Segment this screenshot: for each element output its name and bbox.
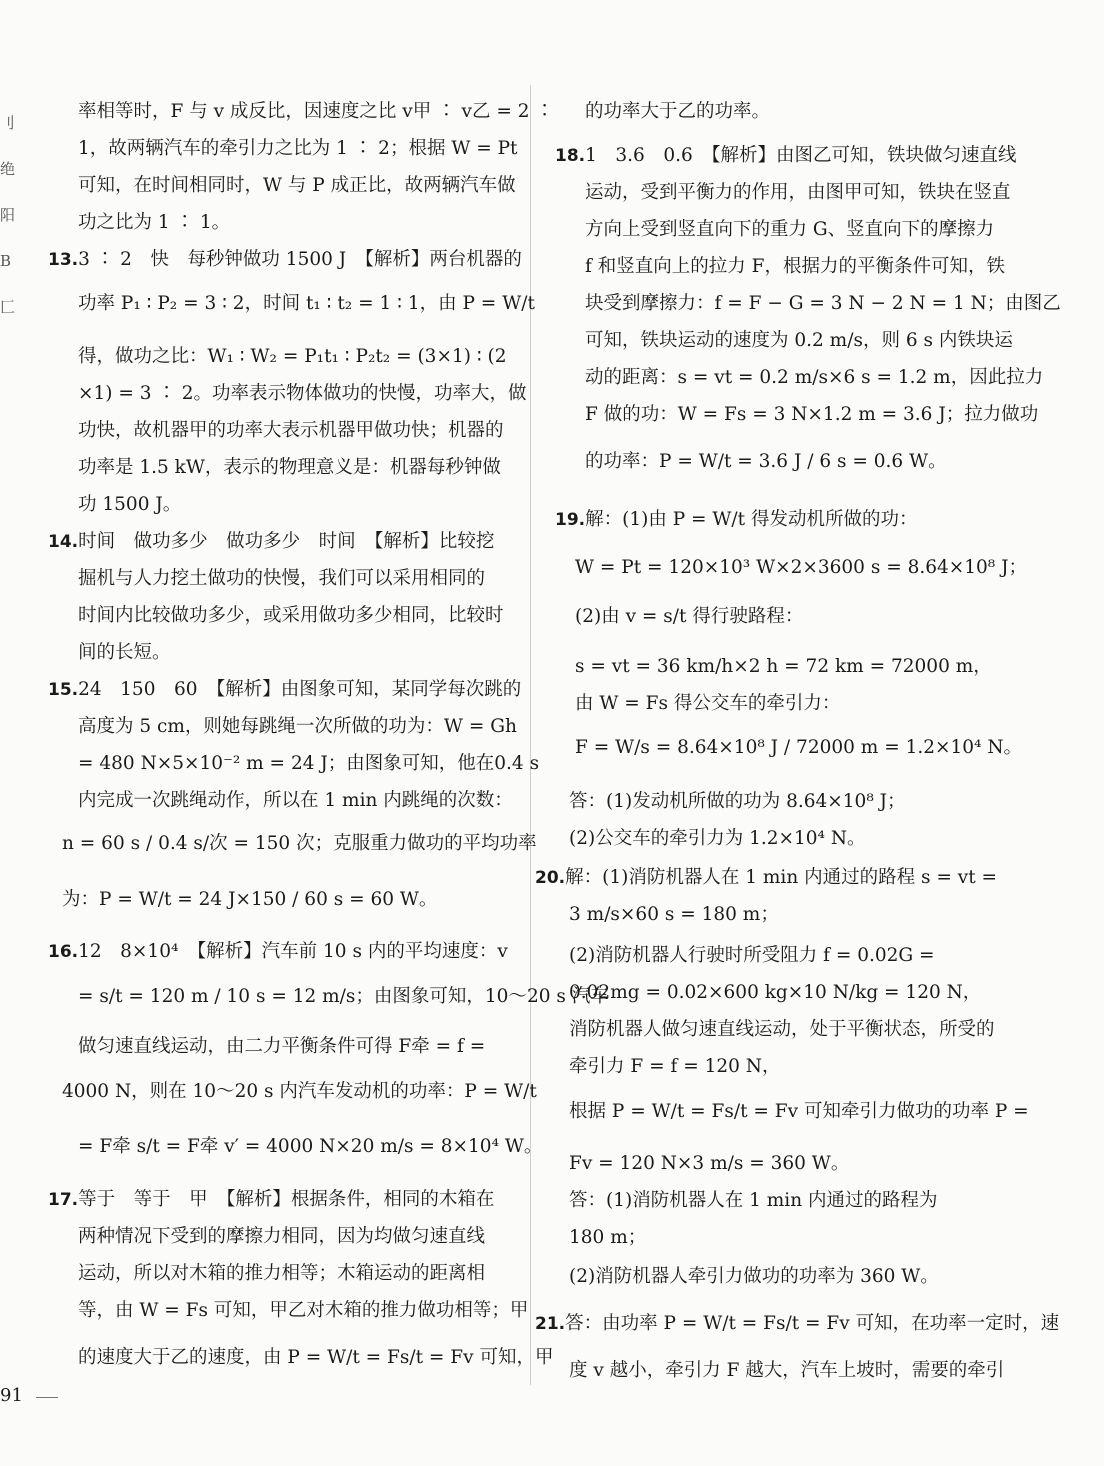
line-text: 内完成一次跳绳动作，所以在 1 min 内跳绳的次数： xyxy=(78,790,513,811)
line-text: = F牵 s/t = F牵 v′ = 4000 N×20 m/s = 8×10⁴ W。 xyxy=(78,1136,543,1157)
line-text: 3 m/s×60 s = 180 m； xyxy=(569,904,779,925)
text-line xyxy=(569,1265,939,1289)
text-line xyxy=(78,715,517,739)
text-line xyxy=(569,1189,938,1213)
text-line xyxy=(569,944,935,968)
line-text: 率相等时，F 与 v 成反比，因速度之比 v甲 ∶ v乙 = 2 ∶ xyxy=(78,101,554,122)
text-line xyxy=(569,1152,849,1176)
text-line xyxy=(78,493,181,517)
text-line xyxy=(555,144,1017,168)
line-text: 掘机与人力挖土做功的快慢，我们可以采用相同的 xyxy=(78,568,486,589)
text-line xyxy=(585,329,1013,353)
line-text: 度 v 越小，牵引力 F 越大，汽车上坡时，需要的牵引 xyxy=(569,1360,1005,1381)
text-line xyxy=(535,866,997,890)
text-line xyxy=(78,456,501,480)
question-number: 21. xyxy=(535,1314,566,1334)
line-text: ×1) = 3 ∶ 2。功率表示物体做功的快慢，功率大，做 xyxy=(78,383,527,404)
text-line xyxy=(575,692,840,716)
text-line xyxy=(48,678,521,702)
text-line xyxy=(78,604,504,628)
text-line xyxy=(569,1018,995,1042)
question-number: 16. xyxy=(48,942,79,962)
text-line xyxy=(575,605,803,629)
text-line xyxy=(575,556,1027,580)
line-text: F 做的功：W = Fs = 3 N×1.2 m = 3.6 J；拉力做功 xyxy=(585,404,1039,425)
text-line xyxy=(78,382,527,406)
line-text: = s/t = 120 m / 10 s = 12 m/s；由图象可知，10～20 s 汽车 xyxy=(78,986,609,1007)
line-text: 得，做功之比：W₁ ∶ W₂ = P₁t₁ ∶ P₂t₂ = (3×1) ∶ (2 xyxy=(78,346,507,367)
line-text: (2)由 v = s/t 得行驶路程： xyxy=(575,606,804,627)
text-line xyxy=(585,100,770,124)
text-line xyxy=(62,888,437,912)
question-number: 15. xyxy=(48,680,79,700)
line-text: 的功率：P = W/t = 3.6 J / 6 s = 0.6 W。 xyxy=(585,451,947,472)
line-text: s = vt = 36 km/h×2 h = 72 km = 72000 m， xyxy=(575,656,992,677)
text-line xyxy=(569,1359,1004,1383)
text-line xyxy=(78,1135,542,1159)
text-line xyxy=(78,174,516,198)
line-text: 的速度大于乙的速度，由 P = W/t = Fs/t = Fv 可知，甲 xyxy=(78,1347,554,1368)
line-text: 4000 N，则在 10～20 s 内汽车发动机的功率：P = W/t xyxy=(62,1081,537,1102)
margin-char: 匚 xyxy=(0,298,16,316)
line-text: 功率是 1.5 kW，表示的物理意义是：机器每秒钟做 xyxy=(78,457,501,478)
line-text: 可知，铁块运动的速度为 0.2 m/s，则 6 s 内铁块运 xyxy=(585,330,1013,351)
text-line xyxy=(78,1299,528,1323)
margin-char: B xyxy=(0,252,12,270)
line-text: 等，由 W = Fs 可知，甲乙对木箱的推力做功相等；甲 xyxy=(78,1300,529,1321)
text-line xyxy=(585,366,1043,390)
line-text: 功快，故机器甲的功率大表示机器甲做功快；机器的 xyxy=(78,420,504,441)
margin-char: 绝 xyxy=(0,160,16,178)
text-line xyxy=(78,292,535,316)
text-line xyxy=(585,181,1011,205)
line-text: 时间 做功多少 做功多少 时间 【解析】比较挖 xyxy=(78,531,495,552)
line-text: F = W/s = 8.64×10⁸ J / 72000 m = 1.2×10⁴ N。 xyxy=(575,737,1023,758)
text-line xyxy=(78,985,609,1009)
line-text: 答：(1)消防机器人在 1 min 内通过的路程为 xyxy=(569,1190,938,1211)
text-line xyxy=(78,137,518,161)
question-number: 19. xyxy=(555,510,586,530)
line-text: 由 W = Fs 得公交车的牵引力： xyxy=(575,693,841,714)
page-number-rule xyxy=(36,1397,58,1398)
line-text: 功率 P₁ ∶ P₂ = 3 ∶ 2，时间 t₁ ∶ t₂ = 1 ∶ 1，由 P = W/t xyxy=(78,293,535,314)
line-text: Fv = 120 N×3 m/s = 360 W。 xyxy=(569,1153,850,1174)
text-line xyxy=(48,530,494,554)
line-text: 答：(1)发动机所做的功为 8.64×10⁸ J； xyxy=(569,791,906,812)
text-line xyxy=(78,567,485,591)
line-text: 可知，在时间相同时，W 与 P 成正比，故两辆汽车做 xyxy=(78,175,516,196)
line-text: 间的长短。 xyxy=(78,642,171,663)
text-line xyxy=(78,345,507,369)
line-text: 时间内比较做功多少，或采用做功多少相同，比较时 xyxy=(78,605,504,626)
text-line xyxy=(78,419,504,443)
question-number: 14. xyxy=(48,532,79,552)
text-line xyxy=(78,1262,485,1286)
text-line xyxy=(575,736,1022,760)
line-text: 1 3.6 0.6 【解析】由图乙可知，铁块做匀速直线 xyxy=(585,145,1017,166)
text-line xyxy=(78,1035,485,1059)
line-text: (2)消防机器人牵引力做功的功率为 360 W。 xyxy=(569,1266,939,1287)
text-line xyxy=(585,255,1005,279)
text-line xyxy=(78,1346,553,1370)
text-line xyxy=(569,903,779,927)
line-text: 12 8×10⁴ 【解析】汽车前 10 s 内的平均速度：v xyxy=(78,941,508,962)
line-text: = 480 N×5×10⁻² m = 24 J；由图象可知，他在0.4 s xyxy=(78,753,540,774)
question-number: 20. xyxy=(535,868,566,888)
line-text: 24 150 60 【解析】由图象可知，某同学每次跳的 xyxy=(78,679,522,700)
line-text: 等于 等于 甲 【解析】根据条件，相同的木箱在 xyxy=(78,1189,495,1210)
text-line xyxy=(48,1188,494,1212)
margin-char: 刂 xyxy=(0,114,16,132)
line-text: 根据 P = W/t = Fs/t = Fv 可知牵引力做功的功率 P = xyxy=(569,1101,1029,1122)
line-text: 3 ∶ 2 快 每秒钟做功 1500 J 【解析】两台机器的 xyxy=(78,249,522,270)
line-text: 运动，受到平衡力的作用，由图甲可知，铁块在竖直 xyxy=(585,182,1011,203)
text-line xyxy=(585,292,1061,316)
text-line xyxy=(78,100,554,124)
line-text: 做匀速直线运动，由二力平衡条件可得 F牵 = f = xyxy=(78,1036,486,1057)
text-line xyxy=(585,218,994,242)
margin-char: 阳 xyxy=(0,206,16,224)
line-text: 方向上受到竖直向下的重力 G、竖直向下的摩擦力 xyxy=(585,219,995,240)
text-line xyxy=(569,981,981,1005)
text-line xyxy=(569,1100,1029,1124)
line-text: 功 1500 J。 xyxy=(78,494,182,515)
question-number: 13. xyxy=(48,250,79,270)
text-line xyxy=(555,508,918,532)
text-line xyxy=(78,641,171,665)
line-text: 高度为 5 cm，则她每跳绳一次所做的功为：W = Gh xyxy=(78,716,517,737)
line-text: 解：(1)由 P = W/t 得发动机所做的功： xyxy=(585,509,918,530)
line-text: 运动，所以对木箱的推力相等；木箱运动的距离相 xyxy=(78,1263,486,1284)
text-line xyxy=(48,940,508,964)
text-line xyxy=(62,832,537,856)
text-line xyxy=(569,1055,780,1079)
margin-strip xyxy=(0,100,18,330)
line-text: 两种情况下受到的摩擦力相同，因为均做匀速直线 xyxy=(78,1226,486,1247)
line-text: 1，故两辆汽车的牵引力之比为 1 ∶ 2；根据 W = Pt xyxy=(78,138,518,159)
question-number: 18. xyxy=(555,146,586,166)
text-line xyxy=(78,752,539,776)
line-text: 为：P = W/t = 24 J×150 / 60 s = 60 W。 xyxy=(62,889,438,910)
text-line xyxy=(575,655,992,679)
page-number: 91 xyxy=(0,1385,23,1406)
column-divider xyxy=(530,85,531,1385)
line-text: f 和竖直向上的拉力 F，根据力的平衡条件可知，铁 xyxy=(585,256,1005,277)
line-text: (2)公交车的牵引力为 1.2×10⁴ N。 xyxy=(569,828,866,849)
text-line xyxy=(569,790,906,814)
text-line xyxy=(569,827,866,851)
line-text: 消防机器人做匀速直线运动，处于平衡状态，所受的 xyxy=(569,1019,995,1040)
question-number: 17. xyxy=(48,1190,79,1210)
text-line xyxy=(78,789,513,813)
line-text: 0.02mg = 0.02×600 kg×10 N/kg = 120 N， xyxy=(569,982,982,1003)
text-line xyxy=(48,248,522,272)
line-text: (2)消防机器人行驶时所受阻力 f = 0.02G = xyxy=(569,945,935,966)
line-text: n = 60 s / 0.4 s/次 = 150 次；克服重力做功的平均功率 xyxy=(62,833,537,854)
line-text: 答：由功率 P = W/t = Fs/t = Fv 可知，在功率一定时，速 xyxy=(565,1313,1060,1334)
line-text: 解：(1)消防机器人在 1 min 内通过的路程 s = vt = xyxy=(565,867,998,888)
text-line xyxy=(62,1080,537,1104)
line-text: 的功率大于乙的功率。 xyxy=(585,101,771,122)
text-line xyxy=(569,1226,646,1250)
line-text: 动的距离：s = vt = 0.2 m/s×6 s = 1.2 m，因此拉力 xyxy=(585,367,1044,388)
text-line xyxy=(535,1312,1059,1336)
line-text: 功之比为 1 ∶ 1。 xyxy=(78,212,231,233)
text-line xyxy=(78,1225,485,1249)
line-text: 块受到摩擦力：f = F − G = 3 N − 2 N = 1 N；由图乙 xyxy=(585,293,1061,314)
line-text: 180 m； xyxy=(569,1227,647,1248)
line-text: W = Pt = 120×10³ W×2×3600 s = 8.64×10⁸ J； xyxy=(575,557,1028,578)
text-line xyxy=(78,211,230,235)
text-line xyxy=(585,450,947,474)
line-text: 牵引力 F = f = 120 N， xyxy=(569,1056,781,1077)
text-line xyxy=(585,403,1038,427)
